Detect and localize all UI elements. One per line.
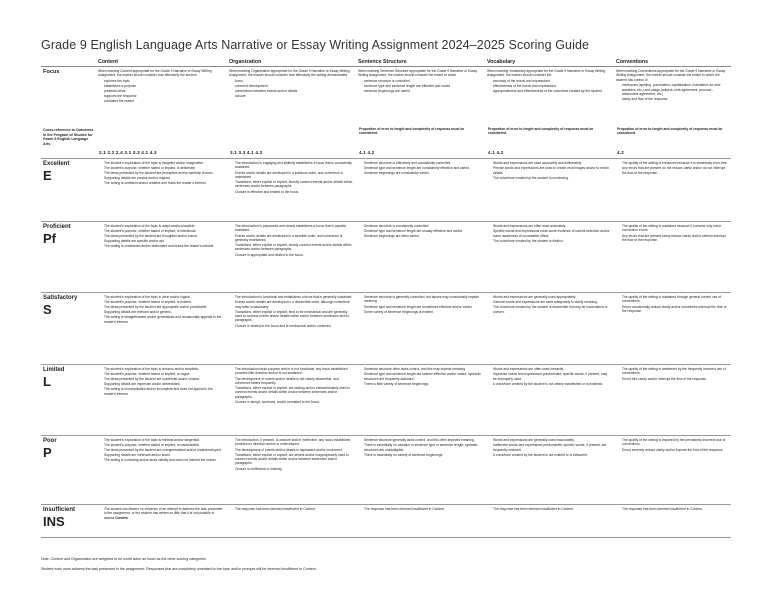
criteria-item: • Errors severely reduce clarity and/or impede the flow of the response. xyxy=(622,448,728,452)
criteria-item: • Events and/or details are developed in a sensible order, and coherence is generally maintained. xyxy=(235,234,353,243)
criteria-item: • mechanics (spelling, punctuation, capitalization, indentation for new speakers, etc.) and usage (subject–verb agreement, pronoun–antecedent agreement, etc.) xyxy=(622,83,728,96)
level-satisfactory xyxy=(41,293,96,365)
criteria-list xyxy=(616,295,728,313)
criteria-list xyxy=(358,367,482,386)
proportion-note: Proportion of error to length and complexity of response must be considered. xyxy=(617,127,723,136)
limited-sentence xyxy=(356,365,485,436)
excellent-sentence xyxy=(356,159,485,222)
level-excellent xyxy=(41,159,96,222)
criteria-item: • Events and/or details are developed in a judicious order, and coherence is maintained. xyxy=(235,171,353,180)
criteria-item: • The ideas presented by the student are thoughtful and/or sound. xyxy=(104,234,224,238)
criteria-item: • The introduction is engaging and skillfully establishes a focus that is consistently sustained. xyxy=(235,161,353,170)
focus-conventions xyxy=(614,67,731,159)
focus-vocabulary-lead: When marking Vocabulary appropriate for the Grade 9 Narrative or Essay Writing Assignment, the marker should consider the xyxy=(487,69,606,78)
criteria-item: • Transitions, either explicit or implicit, are absent and/or inappropriately used to connect events and/or details within and/or between sentences and/or paragraphs. xyxy=(235,453,353,466)
limited-conventions xyxy=(614,365,731,436)
criteria-item: • A voice/tone created by the student is not evident or is indiscernt. xyxy=(493,453,611,457)
criteria-list xyxy=(98,295,224,324)
criteria-item: • The introduction is functional and establishes a focus that is generally sustained. xyxy=(235,295,353,299)
header-content: Content xyxy=(96,58,227,67)
criteria-item: • The writing is confusing and/or lacks validity and does not interest the reader. xyxy=(104,458,224,462)
criteria-item: • Closure is effective and related to the focus. xyxy=(235,190,353,194)
insufficient-conventions xyxy=(614,505,731,538)
focus-organization xyxy=(227,67,356,159)
criteria-item: • The student's purpose, whether stated or implied, is insubstantial. xyxy=(104,443,224,447)
level-code: L xyxy=(43,374,51,389)
criteria-list xyxy=(98,161,224,186)
criteria-item: • appropriateness and effectiveness of the voice/tone created by the student xyxy=(493,89,611,93)
criteria-item: • Closure is appropriate and related to the focus. xyxy=(235,253,353,257)
criteria-item: • focus xyxy=(235,79,353,83)
criteria-item: • The ideas presented by the student are appropriate and/or predictable. xyxy=(104,305,224,309)
criteria-item: • sentence beginnings are varied xyxy=(364,89,482,93)
focus-sentence-structure xyxy=(356,67,485,159)
criteria-list xyxy=(616,224,728,242)
criteria-item: • The student's exploration of the topic is minimal and/or tangential. xyxy=(104,438,224,442)
criteria-item: • supports the response xyxy=(104,94,224,98)
criteria-item: • The student's purpose, whether stated or implied, is vague. xyxy=(104,372,224,376)
insufficient-content-bold: Content xyxy=(115,515,128,520)
criteria-item: • connections between events and/or details xyxy=(235,89,353,93)
task-note: Student work must address the task presented in the assignment. Responses that are completely unrelated to the topic and/or prompts will be deemed insufficient in Content. xyxy=(41,567,317,572)
header-organization: Organization xyxy=(227,58,356,67)
header-vocabulary: Vocabulary xyxy=(485,58,614,67)
header-conventions: Conventions xyxy=(614,58,731,67)
satisfactory-content xyxy=(96,293,227,365)
criteria-item: • The quality of the writing is impaired by the pervasively incorrect use of conventions. xyxy=(622,438,728,447)
criteria-item: • The response has been deemed insufficient in Content. xyxy=(622,507,728,511)
criteria-item: • The response has been deemed insufficient in Content. xyxy=(235,507,353,511)
level-code: Pf xyxy=(43,231,56,246)
focus-conventions-list xyxy=(616,83,728,101)
criteria-item: • The development of events and/or details is haphazard and/or incoherent. xyxy=(235,448,353,452)
criteria-item: • Sentence structure is effectively and consistently controlled. xyxy=(364,161,482,165)
criteria-item: • The student's purpose, whether stated or implied, is intentional. xyxy=(104,229,224,233)
proficient-vocabulary xyxy=(485,222,614,293)
criteria-list xyxy=(229,224,353,257)
level-proficient xyxy=(41,222,96,293)
level-code: INS xyxy=(43,514,65,529)
level-poor xyxy=(41,436,96,505)
header-sentence-structure: Sentence Structure xyxy=(356,58,485,67)
criteria-item: • Supporting details are specific and/or apt. xyxy=(104,239,224,243)
level-insufficient xyxy=(41,505,96,538)
criteria-item: • Sentence beginnings are often varied. xyxy=(364,234,482,238)
criteria-item: • considers the reader xyxy=(104,99,224,103)
outcome-codes: 4.1 4.2 xyxy=(488,150,504,155)
criteria-item: • The introduction lacks purpose and/or is not functional; any focus established provides little direction and/or is not sustained. xyxy=(235,367,353,376)
criteria-item: • The quality of the writing is enhanced because it is essentially error-free. xyxy=(622,161,728,165)
criteria-item: • Any errors that are present rarely reduce clarity and/or seldom interrupt the flow of the response. xyxy=(622,234,728,243)
criteria-list xyxy=(358,224,482,239)
criteria-list xyxy=(229,295,353,328)
criteria-item: • explores the topic xyxy=(104,79,224,83)
page-title: Grade 9 English Language Arts Narrative or Essay Writing Assignment 2024–2025 Scoring Guide xyxy=(41,38,590,52)
criteria-item: • Transitions, either explicit or implicit, fluently connect events and/or details within sentences and/or between paragraphs. xyxy=(235,180,353,189)
criteria-item: • Supporting details are relevant and/or generic. xyxy=(104,310,224,314)
poor-sentence xyxy=(356,436,485,505)
limited-organization xyxy=(227,365,356,436)
focus-vocabulary xyxy=(485,67,614,159)
criteria-list xyxy=(229,367,353,404)
criteria-item: • Sentence structure is consistently controlled. xyxy=(364,224,482,228)
criteria-list xyxy=(487,224,611,243)
criteria-item: • The student's exploration of the topic is tenuous and/or simplistic. xyxy=(104,367,224,371)
criteria-list xyxy=(487,295,611,314)
focus-content-lead: When marking Content appropriate for the Grade 9 Narrative or Essay Writing Assignment, the marker should consider how effectively the student xyxy=(98,69,212,78)
criteria-item: • There is little variety of sentence beginnings. xyxy=(364,382,482,386)
criteria-list xyxy=(229,438,353,471)
criteria-item: • Events and/or details are developed in a discernible order, although coherence may falter occasionally. xyxy=(235,300,353,309)
criteria-item: • Sentence type and sentence length are seldom effective and/or varied; syntactic structures are frequently awkward. xyxy=(364,372,482,381)
criteria-item: • The student's exploration of the topic is adept and/or plausible. xyxy=(104,224,224,228)
criteria-item: • The ideas presented by the student are overgeneralized and/or underdeveloped. xyxy=(104,448,224,452)
focus-label-cell xyxy=(41,67,96,159)
criteria-item: • Supporting details are imprecise and/or abbreviated. xyxy=(104,382,224,386)
criteria-list xyxy=(358,438,482,457)
criteria-item: • Transitions, either explicit or implicit, tend to be mechanical and are generally used to connect events and/or details within and/or between sentences and/or paragraphs. xyxy=(235,310,353,323)
level-name: Limited xyxy=(43,367,65,373)
criteria-item: • The student's purpose, whether stated or implied, is evident. xyxy=(104,300,224,304)
poor-vocabulary xyxy=(485,436,614,505)
excellent-conventions xyxy=(614,159,731,222)
criteria-list xyxy=(98,224,224,249)
weighting-note: Note: Content and Organization are weighted to be worth twice as much as the other scoring categories. xyxy=(41,557,207,561)
criteria-item: • The ideas presented by the student are perceptive and/or carefully chosen. xyxy=(104,171,224,175)
cross-reference-label: Cross-reference to Outcomes in the Program of Studies for Grade 9 English Language Arts xyxy=(43,128,94,146)
criteria-item: • Specific words and expressions show some evidence of careful selection and/or some awareness of connotative effect. xyxy=(493,229,611,238)
criteria-list xyxy=(229,161,353,194)
criteria-item: • Sentence structure is generally controlled, but lapses may occasionally impede meaning. xyxy=(364,295,482,304)
criteria-item: • Closure is related to the focus and is mechanical and/or contrived. xyxy=(235,324,353,328)
criteria-item: • The student's exploration of the topic is clear and/or logical. xyxy=(104,295,224,299)
criteria-item: • sentence type and sentence length are effective and varied xyxy=(364,84,482,88)
criteria-item: • establishes a purpose xyxy=(104,84,224,88)
criteria-item: • The quality of the writing is sustained through general correct use of conventions. xyxy=(622,295,728,304)
satisfactory-sentence xyxy=(356,293,485,365)
poor-content xyxy=(96,436,227,505)
criteria-item: • Words and expressions are generally used inaccurately. xyxy=(493,438,611,442)
level-name: Satisfactory xyxy=(43,295,78,301)
criteria-list xyxy=(487,438,611,457)
criteria-item: • effectiveness of the words and expressions xyxy=(493,84,611,88)
criteria-item: • Sentence beginnings are consistently varied. xyxy=(364,171,482,175)
focus-organization-list xyxy=(229,79,353,99)
criteria-item: • The student's exploration of the topic is insightful and/or imaginative. xyxy=(104,161,224,165)
criteria-item: • Sentence structure often lacks control, and this may impede meaning. xyxy=(364,367,482,371)
level-limited xyxy=(41,365,96,436)
criteria-item: • Words and expressions are used accurately and deliberately. xyxy=(493,161,611,165)
criteria-item: • Precise words and expressions are used to create vivid images and/or to enrich details. xyxy=(493,166,611,175)
excellent-organization xyxy=(227,159,356,222)
level-name: Excellent xyxy=(43,161,70,167)
poor-organization xyxy=(227,436,356,505)
proficient-sentence xyxy=(356,222,485,293)
criteria-item: • The response has been deemed insufficient in Content. xyxy=(493,507,611,511)
insufficient-sentence xyxy=(356,505,485,538)
level-name: Poor xyxy=(43,438,57,444)
criteria-item: • The quality of the writing is sustained because it contains only minor convention errors. xyxy=(622,224,728,233)
criteria-item: • There is essentially no variety of sentence beginnings. xyxy=(364,453,482,457)
focus-sentence-lead: When marking Sentence Structure appropriate for the Grade 9 Narrative or Essay Writing Assignment, the marker should consider the extent to which xyxy=(358,69,478,78)
criteria-item: • The writing is straightforward and/or generalized and occasionally appeals to the reader's interest. xyxy=(104,315,224,324)
criteria-item: • The writing is considered and/or elaborated and draws the reader's interest. xyxy=(104,244,224,248)
criteria-item: • Errors blur clarity and/or interrupt the flow of the response. xyxy=(622,377,728,381)
criteria-item: • Words and expressions are generally used appropriately. xyxy=(493,295,611,299)
criteria-item: • closure xyxy=(235,94,353,98)
outcome-codes: 4.2 xyxy=(617,150,624,155)
criteria-item: • The response has been deemed insufficient in Content. xyxy=(364,507,482,511)
footnotes xyxy=(41,557,731,578)
level-name: Proficient xyxy=(43,224,71,230)
criteria-item: • Sentence type and sentence length are usually effective and varied. xyxy=(364,229,482,233)
criteria-item: • The writing is confident and/or creative and holds the reader's interest. xyxy=(104,181,224,185)
criteria-item: • clarity and flow of the response xyxy=(622,97,728,101)
poor-conventions xyxy=(614,436,731,505)
criteria-item: • Words and expressions are often used accurately. xyxy=(493,224,611,228)
proportion-note: Proportion of error to length and complexity of response must be considered. xyxy=(488,127,594,136)
focus-sentence-list xyxy=(358,79,482,94)
criteria-item: • Transitions, either explicit or implicit, clearly connect events and/or details within sentences and/or between paragraphs. xyxy=(235,243,353,252)
criteria-item: • Ineffective words and expressions predominate; specific words, if present, are frequently misused. xyxy=(493,443,611,452)
focus-conventions-lead: When marking Conventions appropriate for the Grade 9 Narrative or Essay Writing Assignment, the marker should consider the extent to which the student has control of xyxy=(616,69,726,82)
criteria-item: • Some variety of sentence beginnings is evident. xyxy=(364,310,482,314)
criteria-item: • Sentence structure generally lacks control, and this often impedes meaning. xyxy=(364,438,482,442)
level-code: E xyxy=(43,168,52,183)
outcome-codes: 3.1 3.3 4.1 4.3 xyxy=(230,150,263,155)
insufficient-content-text: The student can discern no evidence of an attempt to address the task presented in the assignment, or the student has written so little that it is not possible to assess xyxy=(104,507,223,520)
outcome-codes: 4.1 4.2 xyxy=(359,150,375,155)
focus-content-list xyxy=(98,79,224,104)
excellent-content xyxy=(96,159,227,222)
criteria-item: • A voice/tone created by the student is not clearly established or is indistinct. xyxy=(493,382,611,386)
excellent-vocabulary xyxy=(485,159,614,222)
criteria-item: • General words and expressions are used adequately to clarify meaning. xyxy=(493,300,611,304)
proficient-conventions xyxy=(614,222,731,293)
proficient-organization xyxy=(227,222,356,293)
focus-label: Focus xyxy=(43,69,60,75)
criteria-item: • Transitions, either explicit or implicit, are lacking and/or indiscriminately used to connect events and/or details within and/or between sentences and/or paragraphs. xyxy=(235,386,353,399)
criteria-item: • Any errors that are present do not reduce clarity and/or do not interrupt the flow of the response. xyxy=(622,166,728,175)
criteria-item: • The ideas presented by the student are superficial and/or unclear. xyxy=(104,377,224,381)
criteria-item: • There is essentially no variation in sentence type or sentence length; syntactic structures are unintelligible. xyxy=(364,443,482,452)
criteria-item: • Words and expressions are often used inexactly. xyxy=(493,367,611,371)
satisfactory-vocabulary xyxy=(485,293,614,365)
criteria-list xyxy=(358,161,482,176)
criteria-item: • The introduction, if present, is obscure and/or ineffective; any focus established provides no direction and/or is undeveloped. xyxy=(235,438,353,447)
criteria-item: • The writing is uncomplicated and/or incomplete and does not appeal to the reader's interest. xyxy=(104,387,224,396)
criteria-item: • coherent development xyxy=(235,84,353,88)
criteria-item: • The quality of the writing is weakened by the frequently incorrect use of conventions. xyxy=(622,367,728,376)
criteria-list xyxy=(98,438,224,463)
outcome-codes: 2.1 2.2 2.4 3.1 3.3 4.1 4.3 xyxy=(99,150,157,155)
insufficient-organization xyxy=(227,505,356,538)
level-name: Insufficient xyxy=(43,507,76,513)
criteria-list xyxy=(358,295,482,314)
limited-vocabulary xyxy=(485,365,614,436)
criteria-list xyxy=(487,367,611,386)
criteria-item: • Errors occasionally reduce clarity and/or sometimes interrupt the flow of the response. xyxy=(622,305,728,314)
criteria-item: • The student's purpose, whether stated or implied, is deliberate. xyxy=(104,166,224,170)
criteria-list xyxy=(616,367,728,381)
criteria-item: • Closure is abrupt, contrived, and/or unrelated to the focus. xyxy=(235,400,353,404)
criteria-list xyxy=(616,438,728,452)
criteria-item: • Supporting details are irrelevant and/or scant. xyxy=(104,453,224,457)
criteria-item: • Supporting details are precise and/or original. xyxy=(104,176,224,180)
limited-content xyxy=(96,365,227,436)
criteria-list xyxy=(487,161,611,180)
criteria-item: • presents ideas xyxy=(104,89,224,93)
insufficient-content xyxy=(96,505,227,538)
proportion-note: Proportion of error to length and complexity of response must be considered. xyxy=(359,127,465,136)
criteria-list xyxy=(616,161,728,175)
criteria-list xyxy=(98,367,224,396)
focus-vocabulary-list xyxy=(487,79,611,94)
level-code: P xyxy=(43,445,52,460)
criteria-item: • sentence structure is controlled xyxy=(364,79,482,83)
criteria-item: • The voice/tone created by the student is distinct. xyxy=(493,239,611,243)
criteria-item: • Sentence type and sentence length are consistently effective and varied. xyxy=(364,166,482,170)
criteria-item: • Sentence type and sentence length are sometimes effective and/or varied. xyxy=(364,305,482,309)
focus-content xyxy=(96,67,227,159)
criteria-item: • The voice/tone created by the student is discernible but may be inconsistent or uneven. xyxy=(493,305,611,314)
criteria-item: • The introduction is purposeful and clearly establishes a focus that is capably sustained. xyxy=(235,224,353,233)
criteria-item: • The voice/tone created by the student is convincing. xyxy=(493,176,611,180)
scoring-grid xyxy=(41,58,731,538)
level-code: S xyxy=(43,302,52,317)
criteria-item: • Closure is ineffectual or missing. xyxy=(235,467,353,471)
criteria-item: • The development of events and/or details is not clearly discernible, and coherence falters frequently. xyxy=(235,377,353,386)
satisfactory-organization xyxy=(227,293,356,365)
satisfactory-conventions xyxy=(614,293,731,365)
criteria-item: • Imprecise words and expressions predominate; specific words, if present, may be improperly used. xyxy=(493,372,611,381)
focus-organization-lead: When marking Organization appropriate for the Grade 9 Narrative or Essay Writing Assignment, the marker should consider how effectively the writing demonstrates xyxy=(229,69,350,78)
criteria-item: • accuracy of the words and expressions xyxy=(493,79,611,83)
proficient-content xyxy=(96,222,227,293)
header-blank xyxy=(41,58,96,67)
insufficient-vocabulary xyxy=(485,505,614,538)
criteria-item: • The student can discern no evidence of an attempt to address the task presented in the assignment, or the student has written so little that it is not possible to assess Content. xyxy=(104,507,224,520)
